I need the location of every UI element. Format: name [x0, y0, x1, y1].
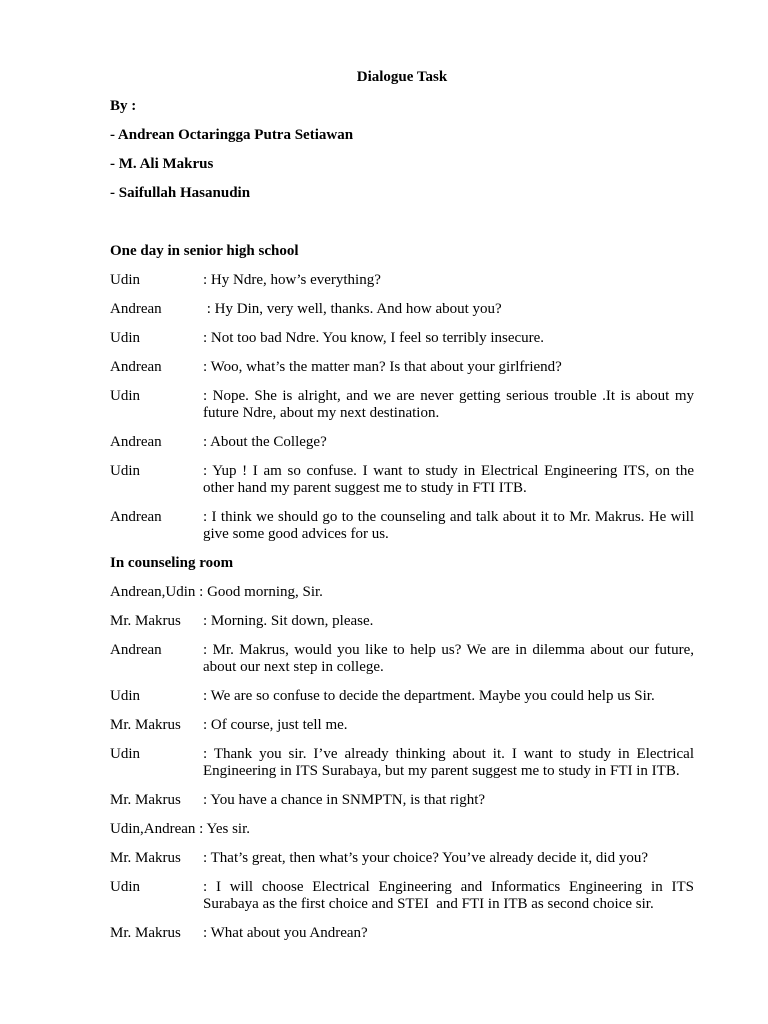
speaker-name: Andrean: [110, 359, 162, 375]
author-name: - M. Ali Makrus: [110, 156, 214, 172]
dialogue-text: : That’s great, then what’s your choice? You’ve already decide it, did you?: [203, 850, 649, 866]
dialogue-line: [110, 792, 694, 809]
author-name: - Saifullah Hasanudin: [110, 185, 251, 201]
speaker-name: Andrean: [110, 642, 162, 658]
speaker-name: Udin: [110, 688, 140, 704]
dialogue-line: [110, 272, 694, 289]
dialogue-line: [110, 584, 694, 601]
dialogue-line: [110, 463, 698, 497]
authors-block: [110, 98, 694, 202]
dialogue-line: [110, 359, 694, 376]
dialogue-text: : Thank you sir. I’ve already thinking about it. I want to study in Electrical Engineering in ITS Surabaya, but my parent suggest me to study in FTI in ITB.: [203, 746, 698, 779]
speaker-name: Mr. Makrus: [110, 613, 181, 629]
dialogue-line: [110, 642, 698, 676]
speaker-name: Andrean: [110, 301, 162, 317]
speaker-name: Mr. Makrus: [110, 717, 181, 733]
scene-senior-high-school: [110, 243, 698, 543]
scene-heading: In counseling room: [110, 555, 234, 571]
speaker-name: Udin: [110, 272, 140, 288]
document-page: [110, 69, 698, 954]
dialogue-line: [110, 879, 698, 913]
dialogue-line: [110, 925, 694, 942]
speaker-name: Andrean,Udin: [110, 584, 196, 600]
speaker-name: Udin,Andrean: [110, 821, 196, 837]
dialogue-text: : About the College?: [203, 434, 327, 450]
dialogue-line: [110, 821, 694, 838]
dialogue-text: : We are so confuse to decide the department. Maybe you could help us Sir.: [203, 688, 655, 704]
dialogue-line: [110, 388, 698, 422]
speaker-name: Andrean: [110, 509, 162, 525]
dialogue-text: : Yes sir.: [195, 821, 251, 837]
speaker-name: Udin: [110, 388, 140, 404]
dialogue-text: : Hy Din, very well, thanks. And how about you?: [203, 301, 502, 317]
dialogue-list: [110, 584, 698, 942]
scene-heading: One day in senior high school: [110, 243, 299, 259]
speaker-name: Udin: [110, 746, 140, 762]
document-title: Dialogue Task: [356, 69, 448, 85]
dialogue-text: : I will choose Electrical Engineering and Informatics Engineering in ITS Surabaya as the first choice and STEI and FTI in ITB as second choice sir.: [203, 879, 698, 912]
dialogue-text: : Hy Ndre, how’s everything?: [203, 272, 381, 288]
speaker-name: Udin: [110, 879, 140, 895]
dialogue-text: : What about you Andrean?: [203, 925, 368, 941]
by-label: By :: [110, 98, 137, 114]
dialogue-text: : Mr. Makrus, would you like to help us? We are in dilemma about our future, about our next step in college.: [203, 642, 698, 675]
dialogue-text: : Woo, what’s the matter man? Is that about your girlfriend?: [203, 359, 562, 375]
dialogue-text: : You have a chance in SNMPTN, is that right?: [203, 792, 486, 808]
dialogue-line: [110, 434, 694, 451]
section-spacer: [110, 214, 694, 243]
dialogue-list: [110, 272, 698, 543]
dialogue-text: : Yup ! I am so confuse. I want to study in Electrical Engineering ITS, on the other hand my parent suggest me to study in FTI ITB.: [203, 463, 698, 496]
speaker-name: Andrean: [110, 434, 162, 450]
speaker-name: Mr. Makrus: [110, 925, 181, 941]
dialogue-text: : Nope. She is alright, and we are never getting serious trouble .It is about my future Ndre, about my next destination.: [203, 388, 698, 421]
dialogue-text: : I think we should go to the counseling and talk about it to Mr. Makrus. He will give some good advices for us.: [203, 509, 698, 542]
dialogue-text: : Good morning, Sir.: [195, 584, 323, 600]
dialogue-line: [110, 850, 694, 867]
dialogue-text: : Not too bad Ndre. You know, I feel so terribly insecure.: [203, 330, 545, 346]
dialogue-line: [110, 330, 694, 347]
speaker-name: Mr. Makrus: [110, 850, 181, 866]
speaker-name: Udin: [110, 463, 140, 479]
dialogue-line: [110, 717, 694, 734]
dialogue-line: [110, 509, 698, 543]
speaker-name: Mr. Makrus: [110, 792, 181, 808]
author-name: - Andrean Octaringga Putra Setiawan: [110, 127, 354, 143]
dialogue-text: : Of course, just tell me.: [203, 717, 348, 733]
dialogue-line: [110, 613, 694, 630]
dialogue-text: : Morning. Sit down, please.: [203, 613, 374, 629]
dialogue-line: [110, 301, 694, 318]
dialogue-line: [110, 746, 698, 780]
dialogue-line: [110, 688, 694, 705]
scene-counseling-room: [110, 555, 698, 942]
speaker-name: Udin: [110, 330, 140, 346]
